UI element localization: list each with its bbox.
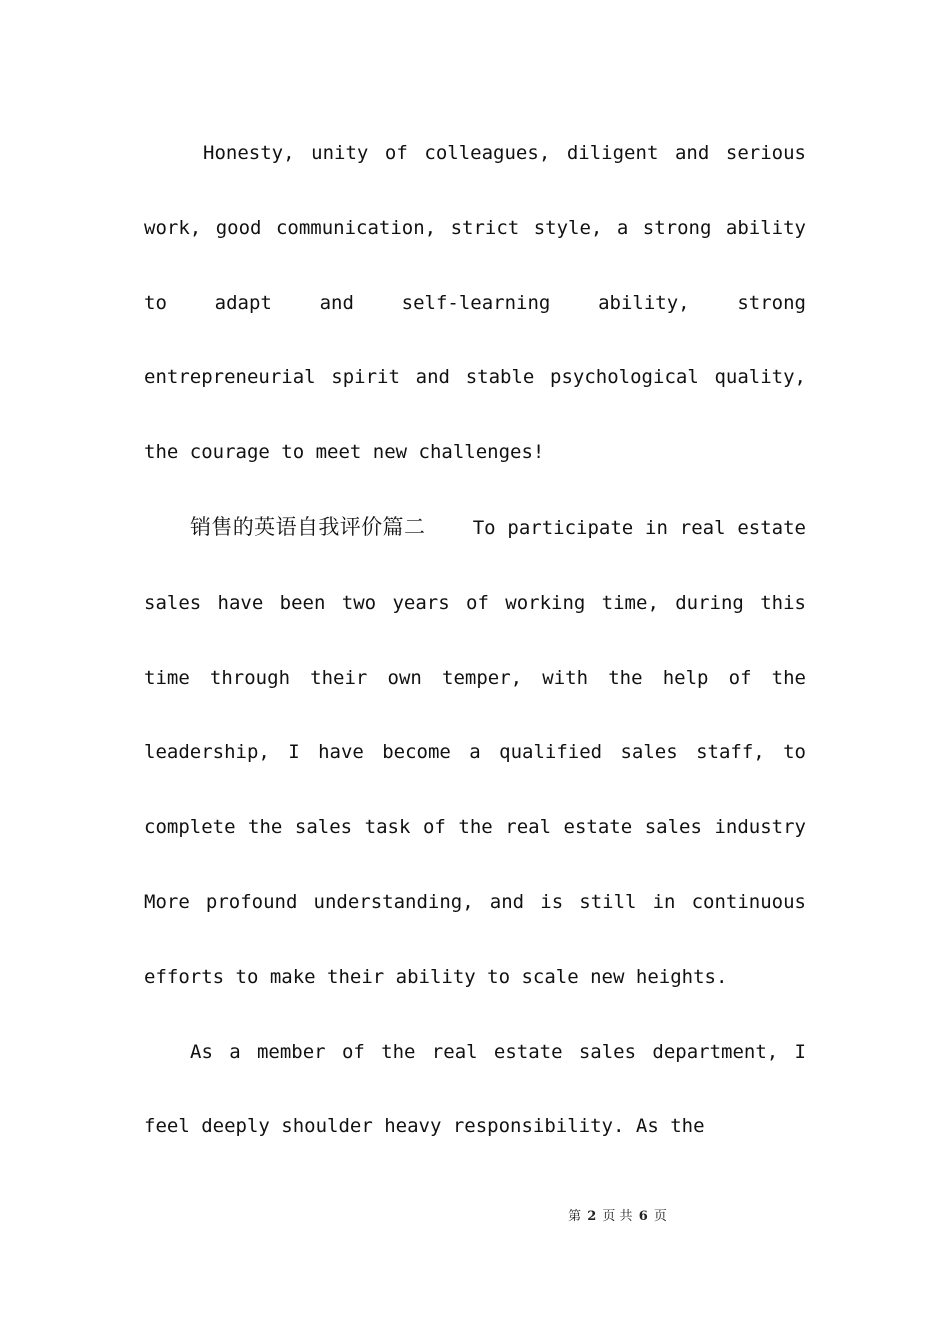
total-pages-number: 6 <box>638 1209 648 1224</box>
paragraph-section-two <box>144 490 806 1015</box>
paragraph-text: To participate in real estate sales have been two years of working time, during this time through their own temper, with the help of the leadership, I have become a qualified sales staff, to complete the sales task of the real estate sales industry More profound understanding, and is still in continuous efforts to make their ability to scale new heights. <box>144 516 806 988</box>
footer-middle: 页 共 <box>602 1209 633 1224</box>
paragraph-text: As a member of the real estate sales department, I feel deeply shoulder heavy responsibility. As the <box>144 1040 806 1138</box>
paragraph-sales-department <box>144 1015 806 1165</box>
page-number-footer <box>0 1206 950 1228</box>
section-heading: 销售的英语自我评价篇二 <box>190 514 426 539</box>
footer-prefix: 第 <box>568 1209 582 1224</box>
paragraph-qualities <box>144 116 806 490</box>
document-body <box>144 116 806 1164</box>
paragraph-text: Honesty, unity of colleagues, diligent and serious work, good communication, strict style, a strong ability to adapt and self-learning ability, strong entrepreneurial spirit and stable psychological quality, the courage to meet new challenges! <box>144 142 806 464</box>
current-page-number: 2 <box>587 1209 597 1224</box>
footer-suffix: 页 <box>653 1209 667 1224</box>
